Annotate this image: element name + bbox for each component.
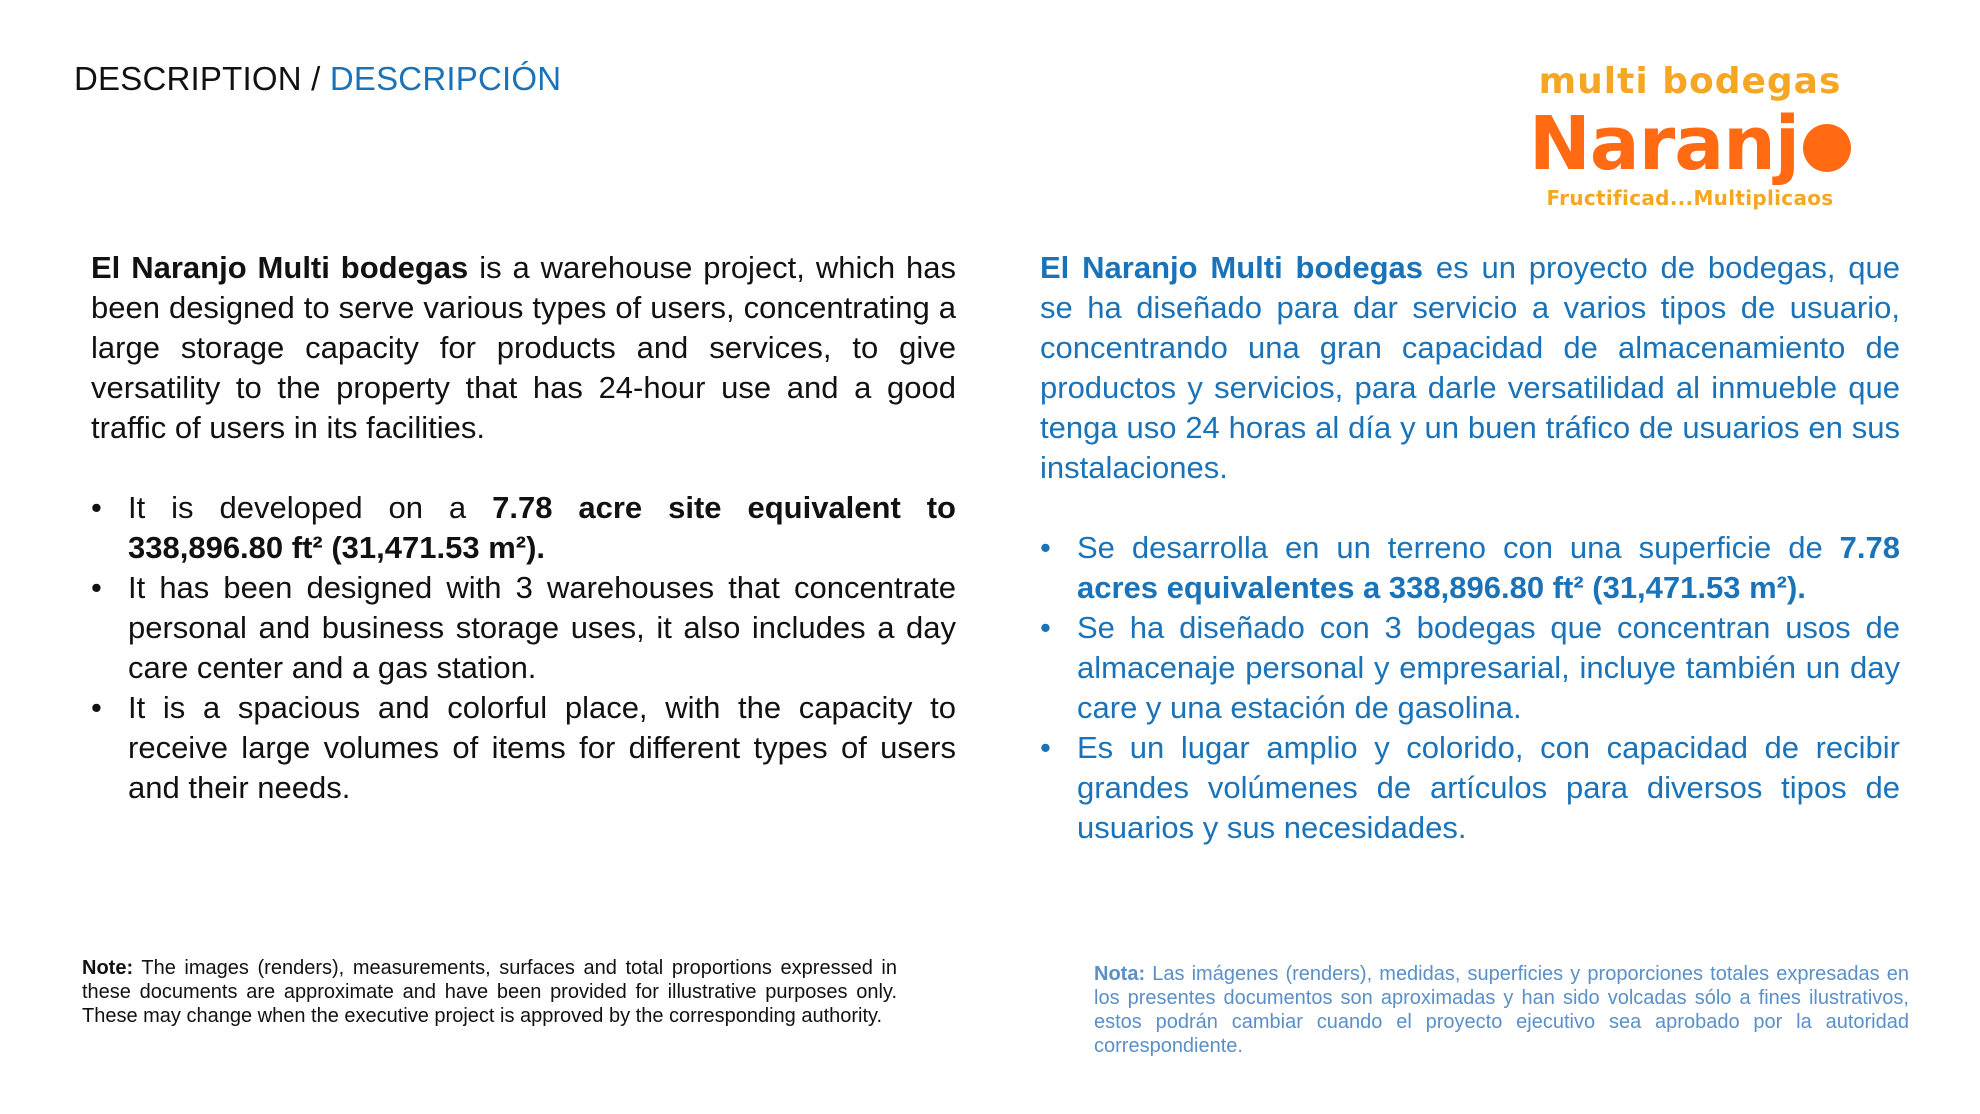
title-separator: / bbox=[301, 60, 330, 97]
spanish-description bbox=[1040, 248, 1900, 848]
page-title bbox=[74, 60, 561, 98]
logo-top-text: multi bodegas bbox=[1538, 61, 1842, 102]
title-spanish: DESCRIPCIÓN bbox=[329, 60, 562, 97]
spanish-intro bbox=[1040, 248, 1900, 488]
list-item: • Se ha diseñado con 3 bodegas que concentran usos de almacenaje personal y empresarial, incluye también un day care y una estación de gasolina. bbox=[1040, 610, 1900, 725]
list-item: • Se desarrolla en un terreno con una superficie de 7.78 acres equivalentes a 338,896.80 ft² (31,471.53 m²). bbox=[1040, 530, 1900, 605]
bullet-icon: • bbox=[1040, 610, 1051, 645]
spanish-intro-bold: El Naranjo Multi bodegas bbox=[1040, 250, 1424, 285]
english-note-text: The images (renders), measurements, surfaces and total proportions expressed in these documents are approximate and have been provided for illustrative purposes only. These may change when the executive project is approved by the corresponding authority. bbox=[82, 957, 897, 1027]
list-item: • Es un lugar amplio y colorido, con capacidad de recibir grandes volúmenes de artículos para diversos tipos de usuarios y sus necesidades. bbox=[1040, 730, 1900, 845]
bullet-icon: • bbox=[1040, 530, 1051, 565]
orange-sun-icon bbox=[1803, 124, 1851, 172]
english-intro-text: is a warehouse project, which has been designed to serve various types of users, concentrating a large storage capacity for products and services, to give versatility to the property that has 24-hour use and a good traffic of users in its facilities. bbox=[91, 250, 956, 445]
title-english: DESCRIPTION bbox=[74, 60, 302, 97]
spanish-bullet-list bbox=[1040, 528, 1900, 848]
english-intro bbox=[91, 248, 956, 448]
list-item: • It is a spacious and colorful place, with the capacity to receive large volumes of items for different types of users and their needs. bbox=[91, 690, 956, 805]
english-note-label: Note: bbox=[82, 957, 134, 979]
english-description bbox=[91, 248, 956, 808]
bullet-icon: • bbox=[91, 690, 102, 725]
spanish-disclaimer-note bbox=[1094, 962, 1909, 1058]
english-disclaimer-note bbox=[82, 956, 897, 1028]
spanish-note-label: Nota: bbox=[1094, 963, 1146, 985]
spanish-note-text: Las imágenes (renders), medidas, superficies y proporciones totales expresadas en los presentes documentos son aproximadas y han sido volcadas sólo a fines ilustrativos, estos podrán cambiar cuando el proyecto ejecutivo sea aprobado por la autoridad correspondiente. bbox=[1094, 963, 1909, 1057]
english-bullet-list bbox=[91, 488, 956, 808]
company-logo bbox=[1520, 60, 1860, 212]
logo-main-word: Naranj bbox=[1528, 101, 1800, 187]
bullet-icon: • bbox=[91, 490, 102, 525]
english-intro-bold: El Naranjo Multi bodegas bbox=[91, 250, 469, 285]
spanish-intro-text: es un proyecto de bodegas, que se ha diseñado para dar servicio a varios tipos de usuario, concentrando una gran capacidad de almacenamiento de productos y servicios, para darle versatilidad al inmueble que tenga uso 24 horas al día y un buen tráfico de usuarios en sus instalaciones. bbox=[1040, 250, 1900, 485]
list-item: • It has been designed with 3 warehouses that concentrate personal and business storage uses, it also includes a day care center and a gas station. bbox=[91, 570, 956, 685]
bullet-icon: • bbox=[1040, 730, 1051, 765]
bullet-icon: • bbox=[91, 570, 102, 605]
list-item: • It is developed on a 7.78 acre site equivalent to 338,896.80 ft² (31,471.53 m²). bbox=[91, 490, 956, 565]
logo-main-text bbox=[1528, 101, 1851, 187]
logo-tagline: Fructificad...Multiplicaos bbox=[1546, 186, 1834, 210]
